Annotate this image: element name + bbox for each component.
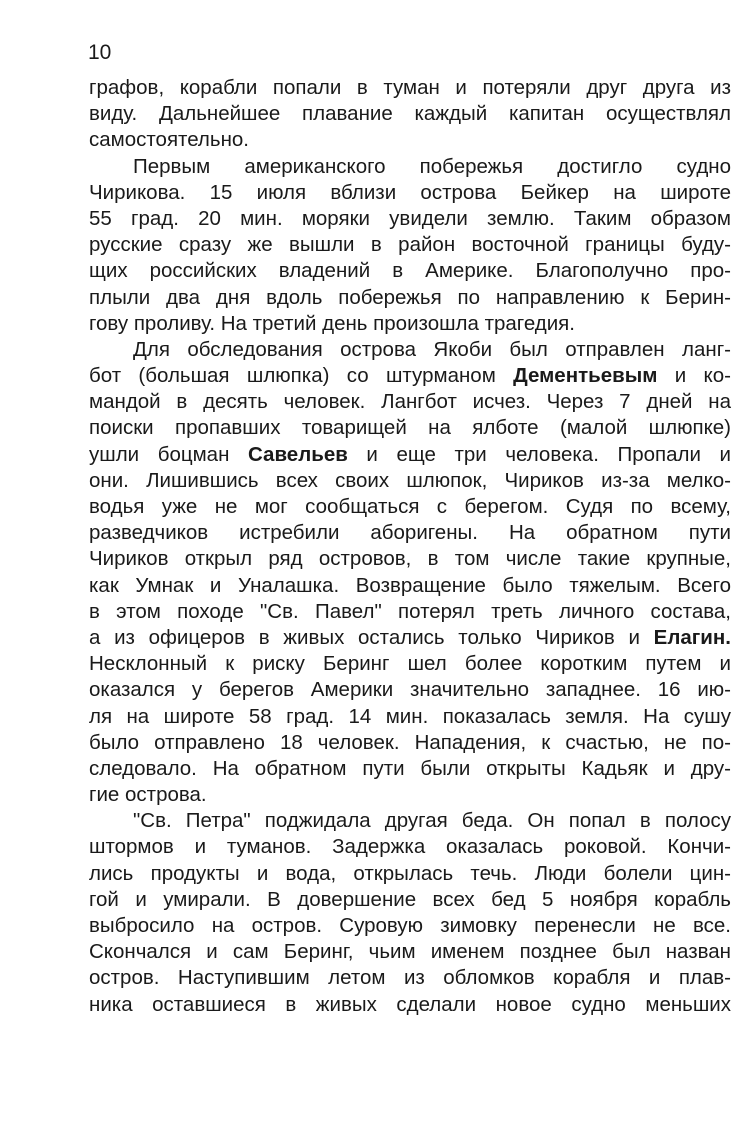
text-line [89,442,731,468]
text-run: гие острова. [89,783,207,807]
text-run: гой и умирали. В довершение всех бед 5 ноября корабль [89,887,731,911]
text-run: как Умнак и Уналашка. Возвращение было тяжелым. Всего [89,573,731,597]
bold-name: Дементьевым [513,364,658,388]
text-run: водья уже не мог сообщаться с берегом. Судя по всему, [89,495,731,518]
text-line [89,127,731,153]
text-run: Первым американского побережья достигло судно [133,154,731,178]
text-line [89,206,731,232]
text-run: ля на широте 58 град. 14 мин. показалась земля. На сушу [89,704,731,728]
text-line [89,599,731,625]
bold-name: Савельев [248,442,348,466]
text-line [89,834,731,860]
text-line [89,546,731,572]
text-line [89,756,731,782]
text-run: а из офицеров в живых остались только Чириков и [89,625,654,649]
text-line [89,651,731,677]
text-line [89,494,731,520]
text-line [89,704,731,730]
text-run: в этом походе "Св. Павел" потерял треть личного состава, [89,599,731,623]
text-line [89,625,731,651]
page-number: 10 [88,41,112,64]
text-line [89,75,731,101]
text-run: выбросило на остров. Суровую зимовку перенесли не все. [89,914,731,937]
text-line [89,992,731,1018]
text-line [89,965,731,991]
text-run: Скончался и сам Беринг, чьим именем позднее был назван [89,940,731,964]
text-run: следовало. На обратном пути были открыты Кадьяк и дру- [89,756,731,780]
text-line [89,311,731,337]
text-run: самостоятельно. [89,128,249,152]
body-text [89,75,731,1018]
text-line [89,180,731,206]
text-line [89,389,731,415]
text-line [89,415,731,441]
text-run: гову проливу. На третий день произошла трагедия. [89,311,575,335]
text-line [89,520,731,546]
text-run: ушли боцман [89,442,248,466]
text-run: Чириков открыл ряд островов, в том числе такие крупные, [89,547,731,571]
text-line [89,363,731,389]
text-run: лись продукты и вода, открылась течь. Люди болели цин- [89,861,731,885]
text-run: виду. Дальнейшее плавание каждый капитан осуществлял [89,102,731,126]
text-line [89,861,731,887]
text-run: поиски пропавших товарищей на ялботе (малой шлюпке) [89,416,731,440]
text-line [89,101,731,127]
text-run: Чирикова. 15 июля вблизи острова Бейкер на широте [89,180,731,204]
text-run: остров. Наступившим летом из обломков корабля и плав- [89,966,731,990]
text-line [89,258,731,284]
text-run: и еще три человека. Пропали и [347,442,731,466]
text-line [89,154,731,180]
text-line [89,730,731,756]
text-run: разведчиков истребили аборигены. На обратном пути [89,521,731,545]
text-line [89,782,731,808]
text-line [89,677,731,703]
text-line [89,913,731,939]
text-run: Для обследования острова Якоби был отправлен ланг- [133,337,731,361]
text-line [89,337,731,363]
text-line [89,285,731,311]
text-run: графов, корабли попали в туман и потеряли друг друга из [89,76,731,99]
text-run: 55 град. 20 мин. моряки увидели землю. Таким образом [89,206,731,230]
text-line [89,939,731,965]
text-line [89,573,731,599]
text-line [89,232,731,258]
text-run: Несклонный к риску Беринг шел более коротким путем и [89,652,731,676]
text-run: русские сразу же вышли в район восточной границы буду- [89,233,731,257]
text-run: "Св. Петра" поджидала другая беда. Он попал в полосу [133,809,731,833]
bold-name: Елагин. [653,625,731,649]
text-run: оказался у берегов Америки значительно западнее. 16 ию- [89,678,731,702]
text-run: было отправлено 18 человек. Нападения, к счастью, не по- [89,730,731,754]
text-run: плыли два дня вдоль побережья по направлению к Берин- [89,285,731,309]
text-run: ника оставшиеся в живых сделали новое судно меньших [89,992,731,1016]
text-line [89,887,731,913]
text-run: бот (большая шлюпка) со штурманом [89,364,514,388]
text-line [89,468,731,494]
text-run: они. Лишившись всех своих шлюпок, Чириков из-за мелко- [89,468,731,492]
text-run: щих российских владений в Америке. Благополучно про- [89,259,731,283]
text-run: мандой в десять человек. Лангбот исчез. Через 7 дней на [89,390,731,414]
text-line [89,808,731,834]
text-run: и ко- [657,364,731,388]
text-run: штормов и туманов. Задержка оказалась роковой. Кончи- [89,835,731,859]
